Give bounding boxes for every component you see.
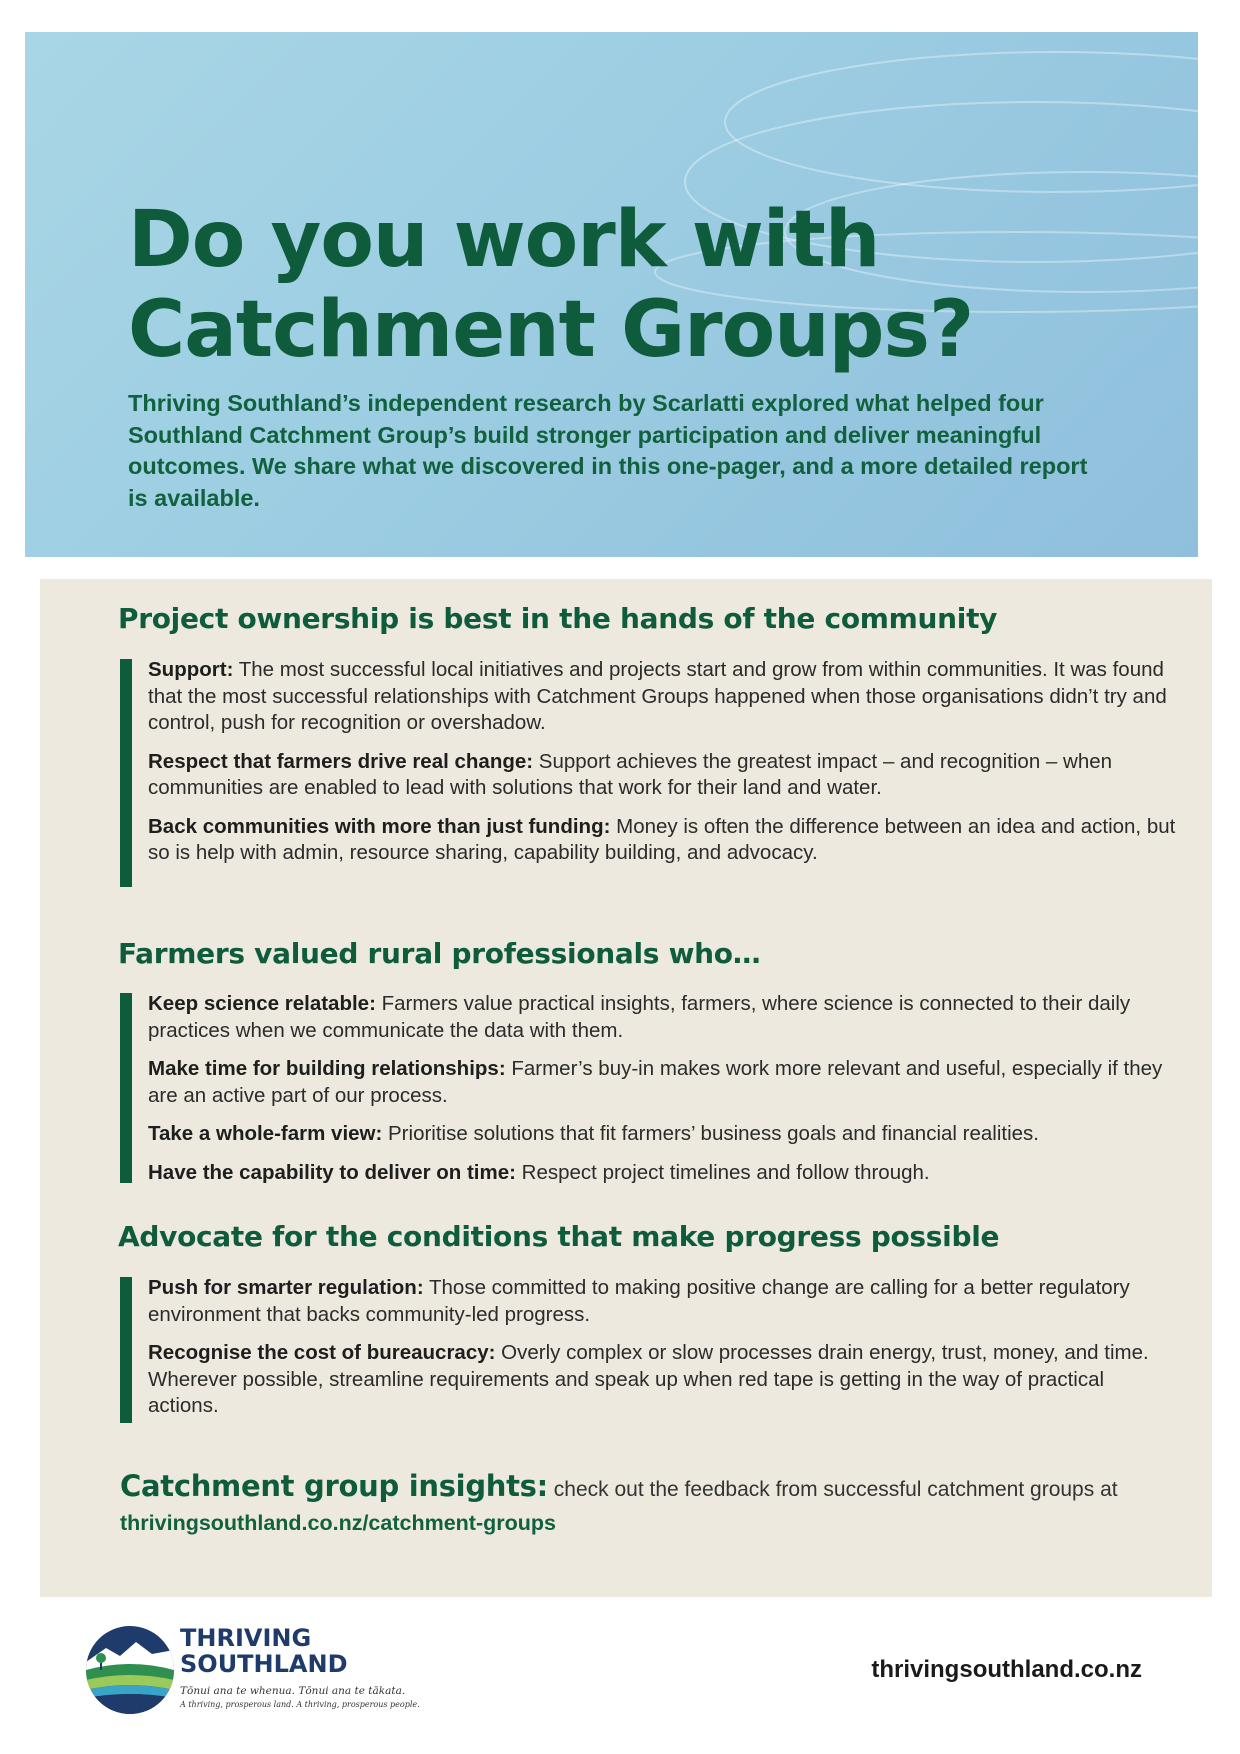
insights-text: check out the feedback from successful catchment groups at [547,1478,1118,1501]
page-title [128,195,1028,375]
insights-link[interactable]: thrivingsouthland.co.nz/catchment-groups [120,1511,556,1535]
intro-paragraph: Thriving Southland’s independent research by Scarlatti explored what helped four Southland Catchment Group’s build stronger participation and deliver meaningful outcomes. We share what we discovered in this one-pager, and a more detailed report is available. [128,390,1088,511]
section-heading-advocate: Advocate for the conditions that make progress possible [118,1220,1000,1253]
insights-lead: Catchment group insights: [120,1469,548,1503]
section-accent-bar [120,659,132,887]
brand-name: THRIVING SOUTHLAND [180,1624,348,1678]
section-heading-professionals: Farmers valued rural professionals who… [118,937,761,970]
section-items-advocate [148,1275,1178,1432]
list-item: Take a whole-farm view: Prioritise solutions that fit farmers’ business goals and financial realities. [148,1122,1039,1145]
list-item: Support: The most successful local initiatives and projects start and grow from within communities. It was found that the most successful relationships with Catchment Groups happened when those organisations didn’t try and control, push for recognition or overshadow. [148,658,1167,734]
section-items-ownership [148,657,1178,879]
brand-tagline-maori: Tōnui ana te whenua. Tōnui ana te tākata. [180,1685,406,1697]
list-item: Push for smarter regulation: Those committed to making positive change are calling for a better regulatory environment that backs community-led progress. [148,1276,1130,1326]
list-item: Make time for building relationships: Farmer’s buy-in makes work more relevant and useful, especially if they are an active part of our process. [148,1057,1163,1107]
footer-website-link[interactable]: thrivingsouthland.co.nz [871,1656,1142,1683]
section-accent-bar [120,993,132,1183]
section-heading-ownership: Project ownership is best in the hands of the community [118,602,998,635]
list-item: Keep science relatable: Farmers value practical insights, farmers, where science is connected to their daily practices when we communicate the data with them. [148,992,1131,1042]
list-item: Recognise the cost of bureaucracy: Overly complex or slow processes drain energy, trust, money, and time. Wherever possible, streamline requirements and speak up when red tape is getting in the way of practical actions. [148,1341,1149,1417]
list-item: Have the capability to deliver on time: Respect project timelines and follow through. [148,1160,930,1184]
list-item: Back communities with more than just funding: Money is often the difference between an idea and action, but so is help with admin, resource sharing, capability building, and advocacy. [148,814,1176,864]
brand-tagline-english: A thriving, prosperous land. A thriving, prosperous people. [180,1700,420,1709]
section-accent-bar [120,1277,132,1423]
title-line-1: Do you work with [128,195,880,285]
insights-callout [120,1469,1200,1536]
content-panel [40,579,1212,1597]
hero-banner [25,32,1198,557]
list-item: Respect that farmers drive real change: Support achieves the greatest impact – and recognition – when communities are enabled to lead with solutions that work for their land and water. [148,749,1113,799]
title-line-2: Catchment Groups? [128,285,974,375]
section-items-professionals [148,991,1178,1198]
